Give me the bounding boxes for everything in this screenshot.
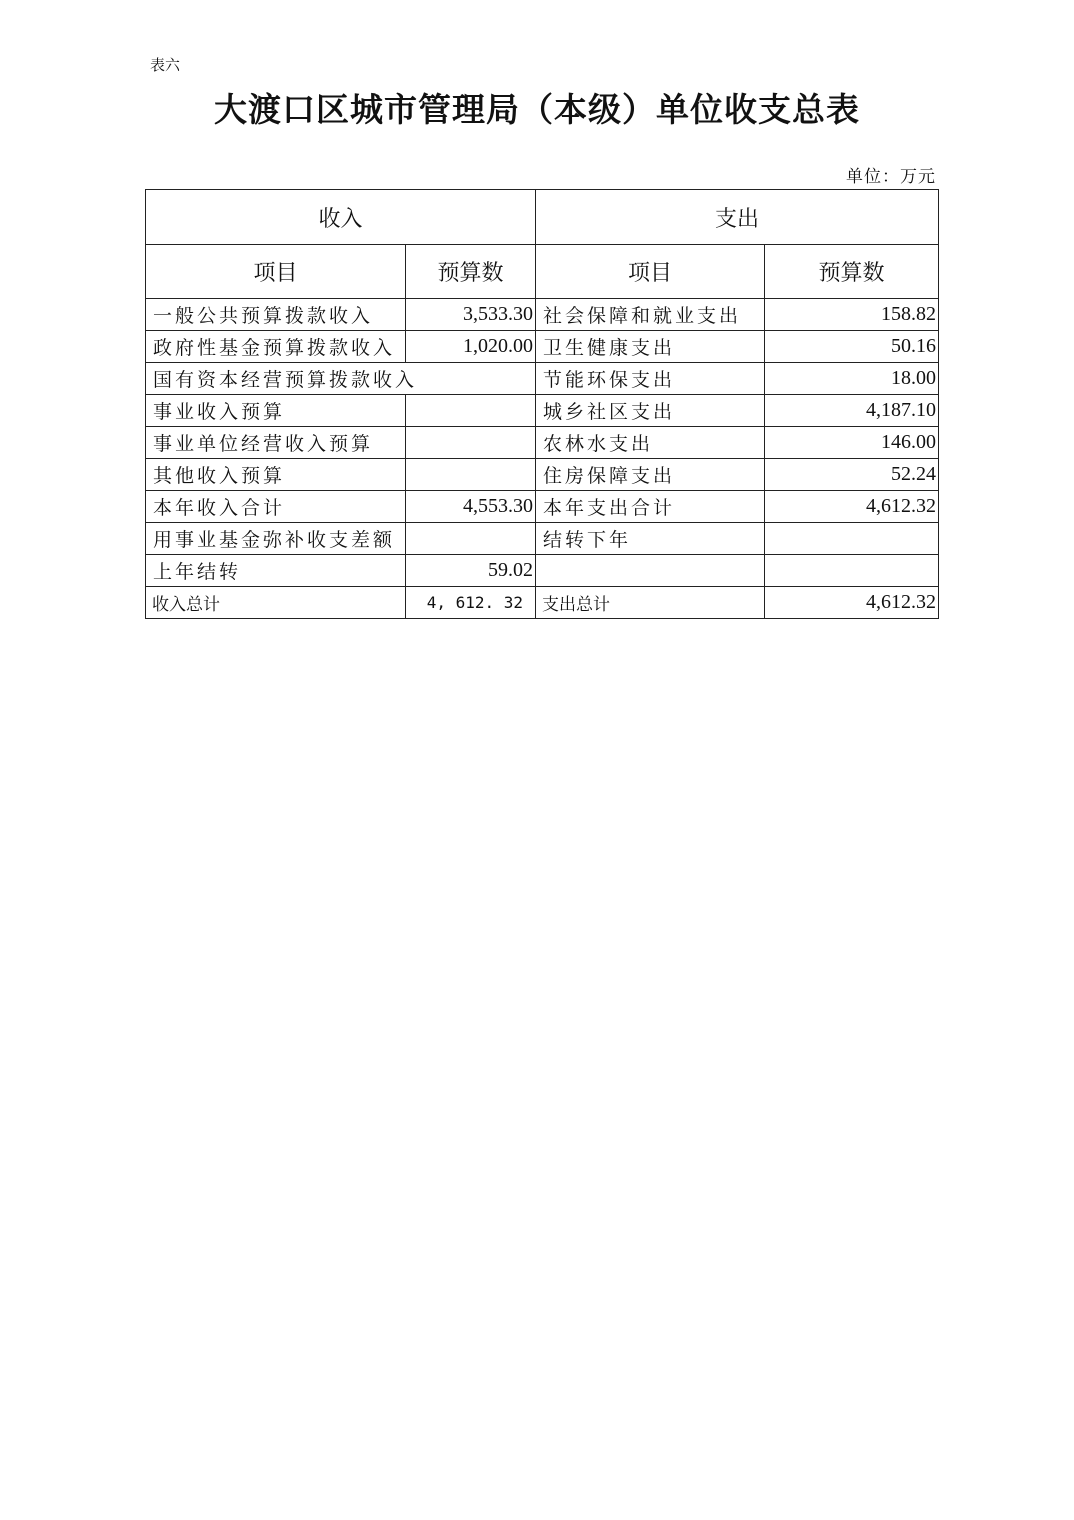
- expense-item-cell: 农林水支出: [536, 427, 765, 459]
- expense-budget-cell: [765, 555, 939, 587]
- expense-budget-cell: 146.00: [765, 427, 939, 459]
- table-row-total: [146, 587, 939, 619]
- income-budget-header: 预算数: [406, 245, 536, 299]
- expense-item-cell: 住房保障支出: [536, 459, 765, 491]
- income-budget-cell: 3,533.30: [406, 299, 536, 331]
- expense-budget-cell: 4,612.32: [765, 491, 939, 523]
- income-budget-cell: [406, 523, 536, 555]
- expense-budget-cell: 158.82: [765, 299, 939, 331]
- table-row: [146, 427, 939, 459]
- income-budget-cell: [406, 459, 536, 491]
- income-budget-cell: 1,020.00: [406, 331, 536, 363]
- expense-item-cell: 卫生健康支出: [536, 331, 765, 363]
- income-item-cell: 一般公共预算拨款收入: [146, 299, 406, 331]
- expense-item-cell: 结转下年: [536, 523, 765, 555]
- table-row: [146, 331, 939, 363]
- table-row: [146, 363, 939, 395]
- expense-group-header: 支出: [536, 190, 939, 245]
- income-item-cell: 用事业基金弥补收支差额: [146, 523, 406, 555]
- expense-budget-cell: 52.24: [765, 459, 939, 491]
- expense-item-header: 项目: [536, 245, 765, 299]
- group-header-row: [146, 190, 939, 245]
- table-row: [146, 491, 939, 523]
- expense-budget-cell: 4,187.10: [765, 395, 939, 427]
- expense-total-value: 4,612.32: [765, 587, 939, 619]
- expense-budget-header: 预算数: [765, 245, 939, 299]
- expense-budget-cell: 18.00: [765, 363, 939, 395]
- income-item-cell: 事业单位经营收入预算: [146, 427, 406, 459]
- unit-label: 单位：万元: [846, 167, 936, 187]
- income-item-cell: 国有资本经营预算拨款收入: [146, 363, 536, 395]
- table-number-label: 表六: [150, 56, 181, 74]
- expense-item-cell: 节能环保支出: [536, 363, 765, 395]
- income-total-value: 4, 612. 32: [406, 587, 536, 619]
- income-item-header: 项目: [146, 245, 406, 299]
- income-item-cell: 其他收入预算: [146, 459, 406, 491]
- page-title: 大渡口区城市管理局（本级）单位收支总表: [214, 90, 860, 129]
- income-item-cell: 事业收入预算: [146, 395, 406, 427]
- expense-item-cell: 本年支出合计: [536, 491, 765, 523]
- table-row: [146, 459, 939, 491]
- income-budget-cell: 59.02: [406, 555, 536, 587]
- income-group-header: 收入: [146, 190, 536, 245]
- income-budget-cell: 4,553.30: [406, 491, 536, 523]
- expense-budget-cell: 50.16: [765, 331, 939, 363]
- expense-item-cell: [536, 555, 765, 587]
- budget-summary-table: [145, 189, 939, 619]
- expense-item-cell: 社会保障和就业支出: [536, 299, 765, 331]
- expense-total-label: 支出总计: [536, 587, 765, 619]
- income-item-cell: 本年收入合计: [146, 491, 406, 523]
- table-row: [146, 523, 939, 555]
- income-item-cell: 上年结转: [146, 555, 406, 587]
- income-budget-cell: [406, 427, 536, 459]
- table-row: [146, 555, 939, 587]
- expense-item-cell: 城乡社区支出: [536, 395, 765, 427]
- column-header-row: [146, 245, 939, 299]
- income-budget-cell: [406, 395, 536, 427]
- table-row: [146, 299, 939, 331]
- income-item-cell: 政府性基金预算拨款收入: [146, 331, 406, 363]
- income-total-label: 收入总计: [146, 587, 406, 619]
- expense-budget-cell: [765, 523, 939, 555]
- table-row: [146, 395, 939, 427]
